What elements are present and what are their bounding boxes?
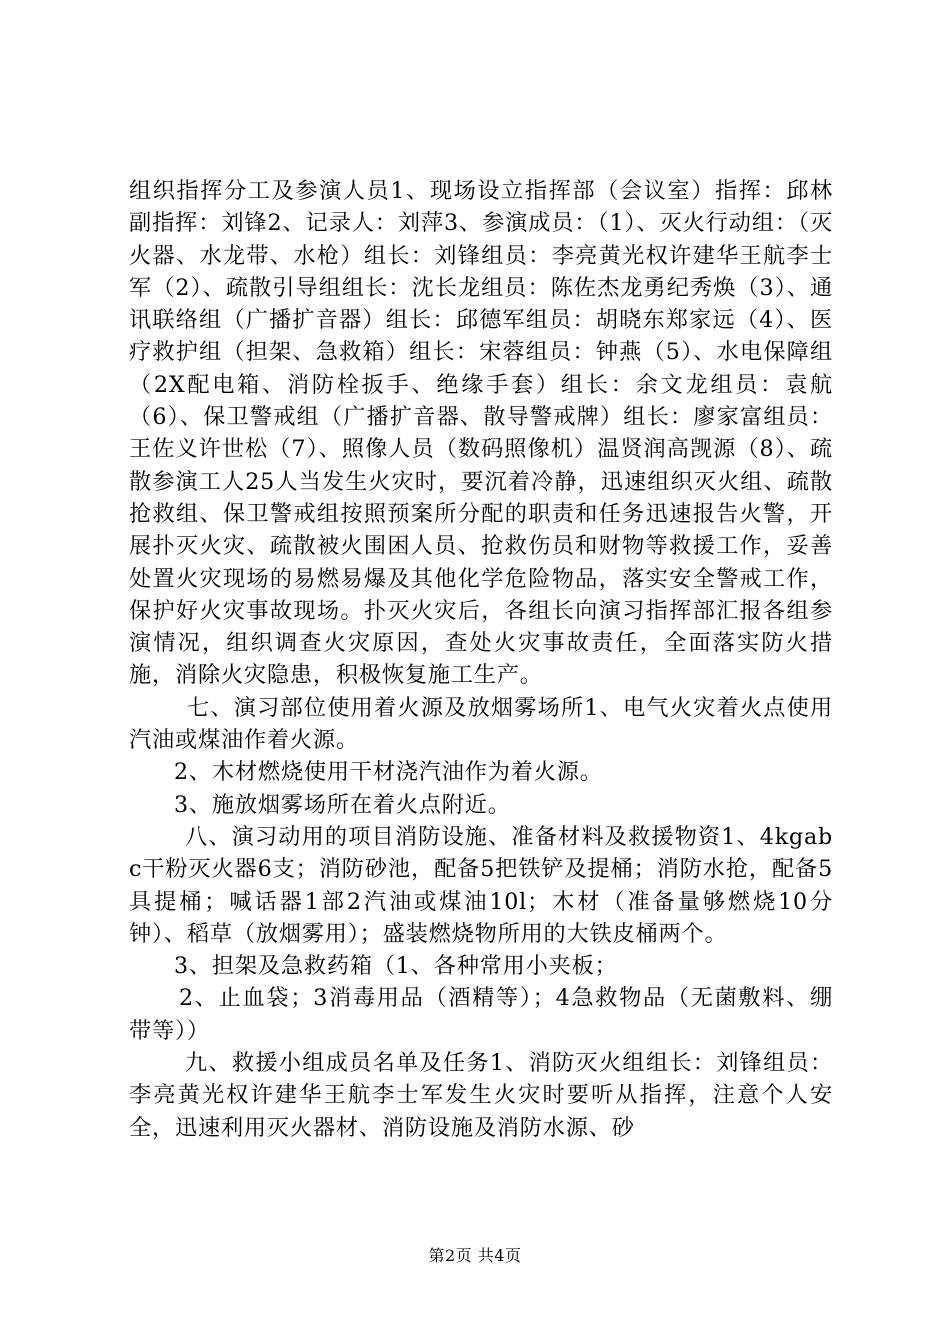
paragraph-stretcher-kit: 3、担架及急救药箱（1、各种常用小夹板； <box>174 953 618 980</box>
paragraph-organization: 组织指挥分工及参演人员1、现场设立指挥部（会议室）指挥：邱林副指挥：刘锋2、记录人：刘萍3、参演成员：（1）、灭火行动组：（灭火器、水龙带、水枪）组长：刘锋组员：李亮黄光权许建华王航李士军（2）、疏散引导组组长：沈长龙组员：陈佐杰龙勇纪秀焕（3）、通讯联络组（广播扩音器）组长：邱德军组员：胡晓东郑家远（4）、医疗救护组（担架、急救箱）组长：宋蓉组员：钟燕（5）、水电保障组（2X配电箱、消防栓扳手、绝缘手套）组长：余文龙组员：袁航（6）、保卫警戒组（广播扩音器、散导警戒牌）组长：廖家富组员：王佐义许世松（7）、照像人员（数码照像机）温贤润高觊源（8）、疏散参演工人25人当发生火灾时，要沉着冷静，迅速组织灭火组、疏散抢救组、保卫警戒组按照预案所分配的职责和任务迅速报告火警，开展扑灭火灾、疏散被火围困人员、抢救伤员和财物等救援工作，妥善处置火灾现场的易燃易爆及其他化学危险物品，落实安全警戒工作，保护好火灾事故现场。扑灭火灾后，各组长向演习指挥部汇报各组参演情况，组织调查火灾原因，查处火灾事故责任，全面落实防火措施，消除火灾隐患，积极恢复施工生产。 <box>129 178 833 689</box>
paragraph-first-aid-items: 2、止血袋；3消毒用品（酒精等）；4急救物品（无菌敷料、绷带等）） <box>129 985 833 1044</box>
paragraph-section-nine: 九、救援小组成员名单及任务1、消防灭火组组长：刘锋组员：李亮黄光权许建华王航李士军发生火灾时要听从指挥，注意个人安全，迅速利用灭火器材、消防设施及消防水源、砂 <box>129 1050 833 1141</box>
paragraph-wood-burning: 2、木材燃烧使用干材浇汽油作为着火源。 <box>174 759 603 786</box>
paragraph-section-seven: 七、演习部位使用着火源及放烟雾场所1、电气火灾着火点使用汽油或煤油作着火源。 <box>129 694 833 754</box>
paragraph-section-eight: 八、演习动用的项目消防设施、准备材料及救援物资1、4kgabc干粉灭火器6支；消防砂池，配备5把铁铲及提桶；消防水抢，配备5具提桶；喊话器1部2汽油或煤油10l；木材（准备量够燃烧10分钟）、稻草（放烟雾用）；盛装燃烧物所用的大铁皮桶两个。 <box>129 823 833 947</box>
document-body <box>129 175 833 1144</box>
paragraph-smoke-location: 3、施放烟雾场所在着火点附近。 <box>174 791 511 818</box>
page-number-footer: 第2页 共4页 <box>428 1246 522 1265</box>
